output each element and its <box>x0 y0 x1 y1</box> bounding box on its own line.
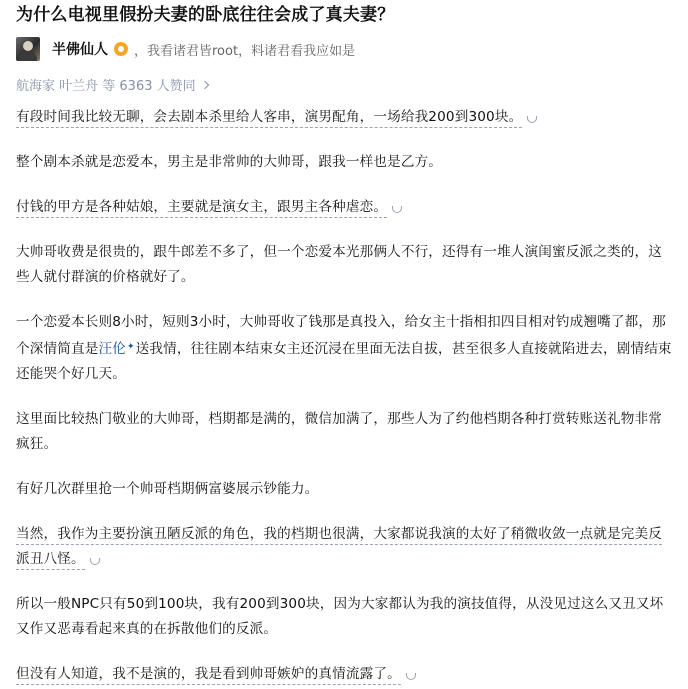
chevron-right-icon <box>200 80 208 88</box>
vote-summary-text: 航海家 叶兰舟 等 6363 人赞同 <box>16 78 196 94</box>
search-link-icon: ✦ <box>126 342 135 352</box>
author-info <box>16 36 674 62</box>
paragraph <box>16 195 674 220</box>
author-name[interactable]: 半佛仙人 <box>52 42 108 58</box>
paragraph: 所以一般NPC只有50到100块，我有200到300块，因为大家都认为我的演技值得，从没见过这么又丑又坏又作又恶毒看起来真的在拆散他们的反派。 <box>16 596 664 637</box>
comment-marker-icon[interactable] <box>406 673 416 680</box>
paragraph <box>16 105 674 130</box>
answer-content <box>16 105 674 687</box>
verified-badge-icon <box>114 42 128 56</box>
paragraph: 这里面比较热门敬业的大帅哥，档期都是满的，微信加满了，那些人为了约他档期各种打赏转账送礼物非常疯狂。 <box>16 411 662 452</box>
author-bio: ，我看诸君皆root，料诸君看我应如是 <box>134 43 356 59</box>
question-title[interactable]: 为什么电视里假扮夫妻的卧底往往会成了真夫妻？ <box>16 5 395 25</box>
paragraph: 有好几次群里抢一个帅哥档期俩富婆展示钞能力。 <box>16 481 319 497</box>
comment-marker-icon[interactable] <box>392 206 402 213</box>
paragraph <box>16 310 674 387</box>
paragraph-text: 一个恋爱本长则8小时，短则3小时，大帅哥收了钱那是真投入，给女主十指相扣四目相对钓成翘嘴了都，那个深情简直是 <box>16 314 666 357</box>
highlighted-text: 但没有人知道，我不是演的，我是看到帅哥嫉妒的真情流露了。 <box>16 666 401 685</box>
paragraph: 整个剧本杀就是恋爱本，男主是非常帅的大帅哥，跟我一样也是乙方。 <box>16 154 443 170</box>
search-link[interactable]: 汪伦 <box>98 341 126 357</box>
highlighted-text: 付钱的甲方是各种姑娘，主要就是演女主，跟男主各种虐恋。 <box>16 199 387 218</box>
comment-marker-icon[interactable] <box>527 116 537 123</box>
paragraph: 大帅哥收费是很贵的，跟牛郎差不多了，但一个恋爱本光那俩人不行，还得有一堆人演闺蜜反派之类的，这些人就付群演的价格就好了。 <box>16 244 662 285</box>
comment-marker-icon[interactable] <box>90 558 100 565</box>
paragraph-text: 送我情，往往剧本结束女主还沉浸在里面无法自拔，甚至很多人直接就陷进去，剧情结束还能哭个好几天。 <box>16 341 672 382</box>
vote-summary[interactable] <box>16 75 674 93</box>
highlighted-text: 当然，我作为主要扮演丑陋反派的角色，我的档期也很满，大家都说我演的太好了稍微收敛一点就是完美反派丑八怪。 <box>16 526 662 570</box>
highlighted-text: 有段时间我比较无聊，会去剧本杀里给人客串，演男配角，一场给我200到300块。 <box>16 109 522 128</box>
paragraph <box>16 662 674 687</box>
paragraph <box>16 522 674 572</box>
avatar[interactable] <box>16 37 40 61</box>
